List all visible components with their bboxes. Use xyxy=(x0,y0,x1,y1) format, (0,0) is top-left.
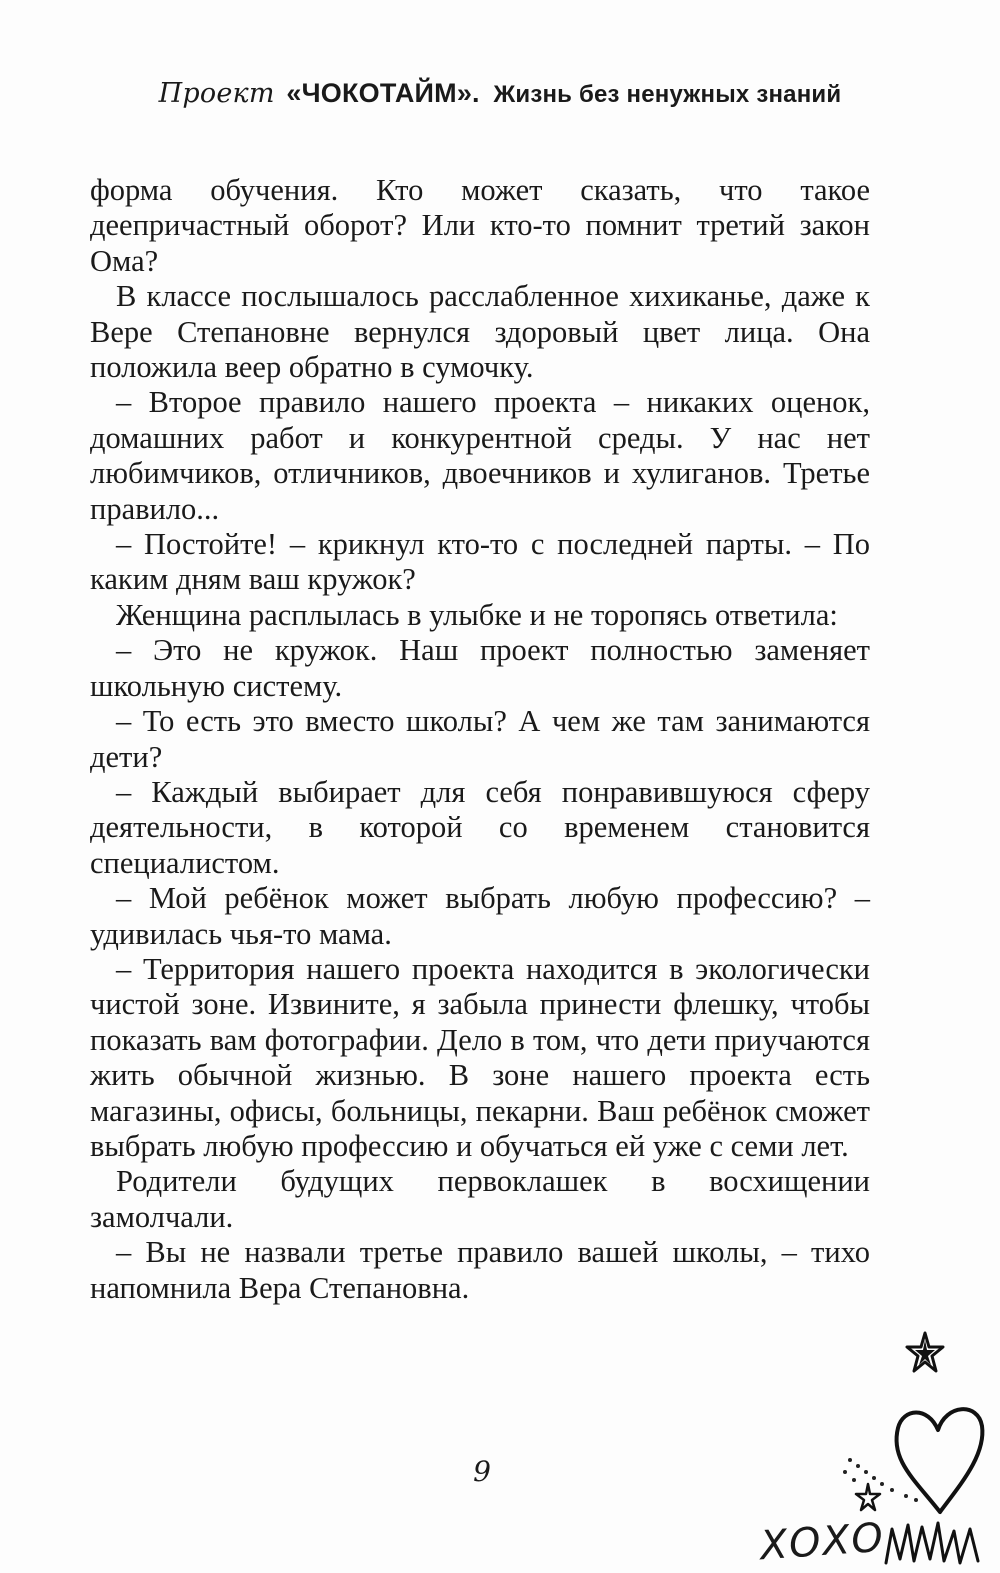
paragraph: – Второе правило нашего проекта – никаких оценок, домашних работ и конкурентной среды. У нас нет любимчиков, отличников, двоечников и хулиганов. Третье правило... xyxy=(90,385,870,526)
header-handwritten-word: Проект xyxy=(158,78,275,109)
paragraph: – Вы не назвали третье правило вашей школы, – тихо напомнила Вера Степановна. xyxy=(90,1235,870,1305)
paragraph: – То есть это вместо школы? А чем же там занимаются дети? xyxy=(90,704,870,774)
signature-scribble-icon xyxy=(878,1515,998,1573)
paragraph: – Постойте! – крикнул кто-то с последней парты. – По каким дням ваш кружок? xyxy=(90,527,870,597)
heart-doodle-icon xyxy=(810,1400,1000,1520)
paragraph: Женщина расплылась в улыбке и не торопясь ответила: xyxy=(116,597,838,632)
paragraph: – Мой ребёнок может выбрать любую профессию? – удивилась чья-то мама. xyxy=(90,881,870,951)
paragraph: – Каждый выбирает для себя понравившуюся сферу деятельности, в которой со временем становится специалистом. xyxy=(90,774,870,880)
xoxo-text: XOXO xyxy=(758,1514,888,1570)
star-doodle-icon xyxy=(905,1330,945,1375)
paragraph: Родители будущих первоклашек в восхищении замолчали. xyxy=(90,1164,870,1234)
header-brand: «ЧОКОТАЙМ». xyxy=(286,78,480,108)
body-text xyxy=(90,173,870,1306)
paragraph: форма обучения. Кто может сказать, что такое деепричастный оборот? Или кто-то помнит третий закон Ома? xyxy=(90,173,870,278)
paragraph: – Территория нашего проекта находится в экологически чистой зоне. Извините, я забыла принести флешку, чтобы показать вам фотографии. Дело в том, что дети приучаются жить обычной жизнью. В зоне нашего проекта есть магазины, офисы, больницы, пекарни. Ваш ребёнок сможет выбрать любую профессию и обучаться ей уже с семи лет. xyxy=(90,951,870,1163)
paragraph: – Это не кружок. Наш проект полностью заменяет школьную систему. xyxy=(90,633,870,703)
paragraph: В классе послышалось расслабленное хихиканье, даже к Вере Степановне вернулся здоровый цвет лица. Она положила веер обратно в сумочку. xyxy=(90,279,870,385)
running-head xyxy=(0,78,1000,109)
page-number: 9 xyxy=(473,1455,491,1488)
header-subtitle: Жизнь без ненужных знаний xyxy=(493,81,842,108)
xoxo-doodle xyxy=(760,1515,1000,1573)
